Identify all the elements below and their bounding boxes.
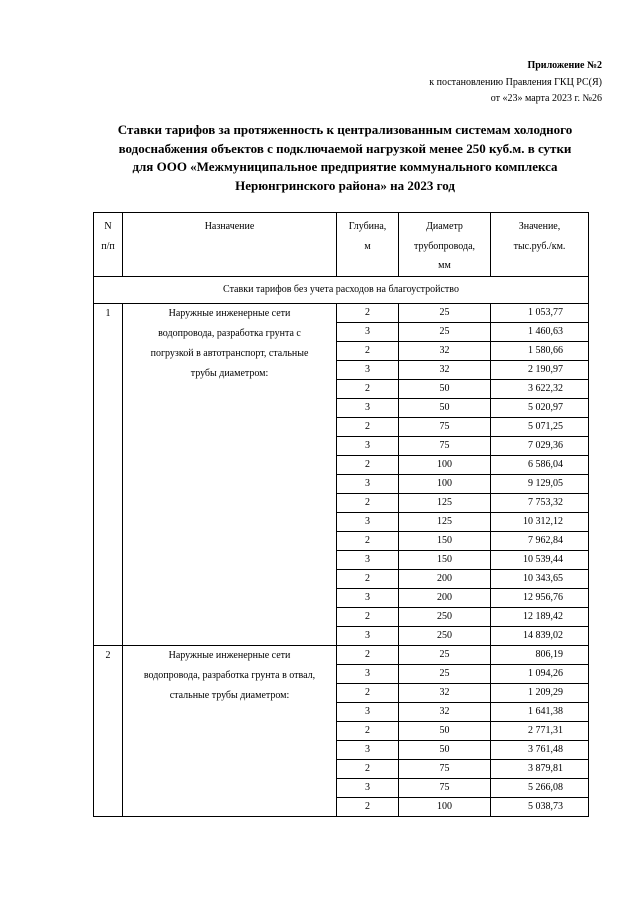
header-diameter-line: трубопровода, xyxy=(413,240,476,252)
cell-value: 2 190,97 xyxy=(491,360,589,379)
cell-depth: 2 xyxy=(337,683,399,702)
cell-diameter: 200 xyxy=(399,588,491,607)
row-number: 1 xyxy=(94,303,123,645)
cell-value: 10 343,65 xyxy=(491,569,589,588)
description-line: Наружные инженерные сети xyxy=(168,307,291,319)
cell-value: 5 266,08 xyxy=(491,778,589,797)
cell-depth: 3 xyxy=(337,474,399,493)
cell-value: 1 209,29 xyxy=(491,683,589,702)
header-diameter xyxy=(399,213,491,277)
header-diameter-line: мм xyxy=(438,260,451,271)
cell-depth: 3 xyxy=(337,778,399,797)
header-depth xyxy=(337,213,399,277)
tariff-table xyxy=(93,212,589,817)
cell-value: 12 189,42 xyxy=(491,607,589,626)
cell-value: 806,19 xyxy=(491,645,589,664)
cell-diameter: 50 xyxy=(399,398,491,417)
cell-diameter: 125 xyxy=(399,493,491,512)
table-row xyxy=(94,303,589,322)
title-line: для ООО «Межмуниципальное предприятие коммунального комплекса xyxy=(132,159,558,174)
cell-diameter: 250 xyxy=(399,626,491,645)
cell-value: 7 029,36 xyxy=(491,436,589,455)
description-line: Наружные инженерные сети xyxy=(168,649,291,661)
cell-depth: 2 xyxy=(337,455,399,474)
cell-depth: 2 xyxy=(337,645,399,664)
cell-value: 7 753,32 xyxy=(491,493,589,512)
description-line: водопровода, разработка грунта с xyxy=(158,327,301,339)
description-line: трубы диаметром: xyxy=(190,367,269,379)
cell-value: 14 839,02 xyxy=(491,626,589,645)
cell-depth: 2 xyxy=(337,417,399,436)
cell-value: 10 539,44 xyxy=(491,550,589,569)
cell-value: 1 580,66 xyxy=(491,341,589,360)
cell-depth: 2 xyxy=(337,721,399,740)
cell-diameter: 75 xyxy=(399,436,491,455)
cell-diameter: 75 xyxy=(399,417,491,436)
cell-depth: 3 xyxy=(337,626,399,645)
cell-diameter: 25 xyxy=(399,303,491,322)
appendix-number: Приложение №2 xyxy=(527,60,602,71)
header-diameter-line: Диаметр xyxy=(426,221,463,232)
table-header-row xyxy=(94,213,589,277)
row-description xyxy=(123,303,337,645)
appendix-date: от «23» марта 2023 г. №26 xyxy=(490,93,602,104)
section-row xyxy=(94,276,589,303)
description-line: водопровода, разработка грунта в отвал, xyxy=(143,669,316,681)
header-value xyxy=(491,213,589,277)
description-line: погрузкой в автотранспорт, стальные xyxy=(150,347,309,359)
cell-diameter: 100 xyxy=(399,455,491,474)
cell-value: 5 071,25 xyxy=(491,417,589,436)
cell-diameter: 125 xyxy=(399,512,491,531)
cell-value: 2 771,31 xyxy=(491,721,589,740)
cell-value: 3 879,81 xyxy=(491,759,589,778)
appendix-resolution: к постановлению Правления ГКЦ РС(Я) xyxy=(429,76,602,88)
appendix-block xyxy=(242,58,602,108)
cell-diameter: 75 xyxy=(399,759,491,778)
header-number-line: п/п xyxy=(101,240,115,252)
cell-depth: 2 xyxy=(337,607,399,626)
cell-depth: 3 xyxy=(337,322,399,341)
cell-diameter: 50 xyxy=(399,379,491,398)
cell-diameter: 150 xyxy=(399,550,491,569)
header-number-line: N xyxy=(104,221,112,232)
cell-depth: 2 xyxy=(337,303,399,322)
cell-diameter: 25 xyxy=(399,645,491,664)
table-row xyxy=(94,645,589,664)
document-title xyxy=(60,121,630,195)
cell-depth: 2 xyxy=(337,493,399,512)
cell-depth: 3 xyxy=(337,512,399,531)
cell-depth: 3 xyxy=(337,436,399,455)
cell-value: 3 761,48 xyxy=(491,740,589,759)
cell-diameter: 250 xyxy=(399,607,491,626)
header-number xyxy=(94,213,123,277)
cell-value: 1 641,38 xyxy=(491,702,589,721)
cell-diameter: 150 xyxy=(399,531,491,550)
cell-value: 3 622,32 xyxy=(491,379,589,398)
cell-value: 6 586,04 xyxy=(491,455,589,474)
cell-diameter: 25 xyxy=(399,322,491,341)
cell-depth: 3 xyxy=(337,360,399,379)
header-depth-line: Глубина, xyxy=(348,221,387,232)
cell-value: 5 038,73 xyxy=(491,797,589,816)
header-value-line: тыс.руб./км. xyxy=(513,240,566,252)
cell-depth: 3 xyxy=(337,664,399,683)
cell-diameter: 32 xyxy=(399,360,491,379)
cell-diameter: 100 xyxy=(399,474,491,493)
title-line: Нерюнгринского района» на 2023 год xyxy=(235,177,455,193)
cell-value: 1 053,77 xyxy=(491,303,589,322)
cell-depth: 3 xyxy=(337,740,399,759)
cell-diameter: 50 xyxy=(399,740,491,759)
title-line: водоснабжения объектов с подключаемой нагрузкой менее 250 куб.м. в сутки xyxy=(118,140,572,156)
cell-depth: 2 xyxy=(337,797,399,816)
cell-depth: 2 xyxy=(337,759,399,778)
cell-depth: 2 xyxy=(337,379,399,398)
header-purpose-label: Назначение xyxy=(204,221,255,232)
cell-diameter: 32 xyxy=(399,683,491,702)
cell-depth: 2 xyxy=(337,341,399,360)
header-depth-line: м xyxy=(364,240,371,252)
cell-depth: 3 xyxy=(337,702,399,721)
cell-value: 9 129,05 xyxy=(491,474,589,493)
row-number: 2 xyxy=(94,645,123,816)
cell-value: 10 312,12 xyxy=(491,512,589,531)
cell-diameter: 32 xyxy=(399,341,491,360)
cell-depth: 3 xyxy=(337,588,399,607)
cell-depth: 3 xyxy=(337,550,399,569)
cell-depth: 2 xyxy=(337,569,399,588)
cell-diameter: 100 xyxy=(399,797,491,816)
cell-value: 12 956,76 xyxy=(491,588,589,607)
cell-depth: 3 xyxy=(337,398,399,417)
cell-value: 1 094,26 xyxy=(491,664,589,683)
cell-diameter: 25 xyxy=(399,664,491,683)
header-purpose xyxy=(123,213,337,277)
cell-diameter: 32 xyxy=(399,702,491,721)
row-description xyxy=(123,645,337,816)
section-title: Ставки тарифов без учета расходов на благоустройство xyxy=(94,276,589,303)
title-line: Ставки тарифов за протяженность к централизованным системам холодного xyxy=(117,122,573,137)
cell-diameter: 50 xyxy=(399,721,491,740)
header-value-line: Значение, xyxy=(518,221,561,232)
cell-value: 7 962,84 xyxy=(491,531,589,550)
cell-value: 1 460,63 xyxy=(491,322,589,341)
cell-diameter: 75 xyxy=(399,778,491,797)
description-line: стальные трубы диаметром: xyxy=(169,689,290,701)
cell-depth: 2 xyxy=(337,531,399,550)
cell-value: 5 020,97 xyxy=(491,398,589,417)
cell-diameter: 200 xyxy=(399,569,491,588)
